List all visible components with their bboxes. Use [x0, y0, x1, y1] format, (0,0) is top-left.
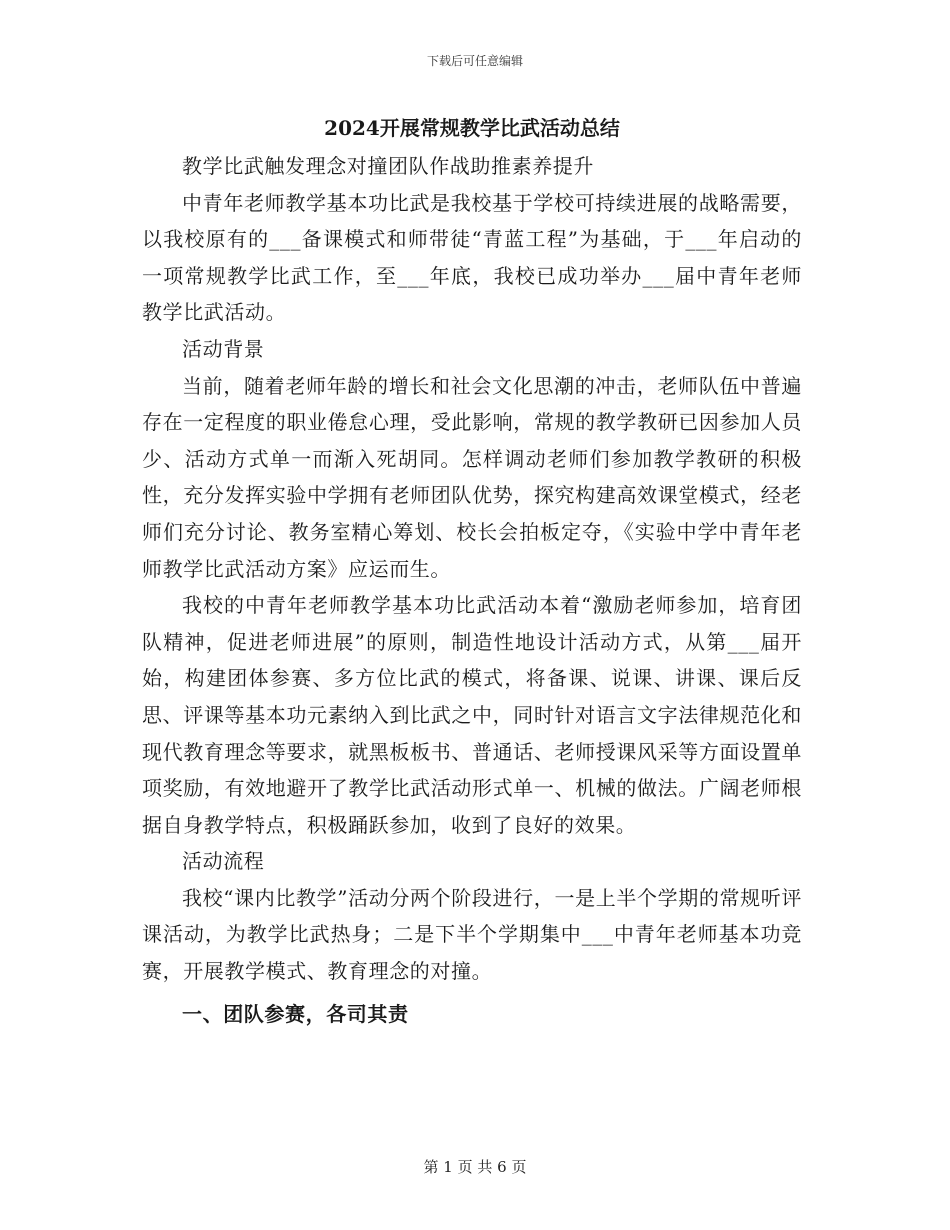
- intro-paragraph: 中青年老师教学基本功比武是我校基于学校可持续进展的战略需要，以我校原有的___备课模式和师带徒“青蓝工程”为基础，于___年启动的一项常规教学比武工作，至___年底，我校已成功举办___届中青年老师教学比武活动。: [142, 190, 802, 325]
- document-title: 2024开展常规教学比武活动总结: [324, 116, 620, 140]
- background-heading: 活动背景: [182, 336, 265, 361]
- page-number-footer: 第 1 页 共 6 页: [423, 1158, 527, 1176]
- background-paragraph: 当前，随着老师年龄的增长和社会文化思潮的冲击，老师队伍中普遍存在一定程度的职业倦怠心理，受此影响，常规的教学教研已因参加人员少、活动方式单一而渐入死胡同。怎样调动老师们参加教学教研的积极性，充分发挥实验中学拥有老师团队优势，探究构建高效课堂模式，经老师们充分讨论、教务室精心筹划、校长会拍板定夺，《实验中学中青年老师教学比武活动方案》应运而生。: [142, 373, 802, 581]
- process-paragraph: 我校“课内比教学”活动分两个阶段进行，一是上半个学期的常规听评课活动，为教学比武热身；二是下半个学期集中___中青年老师基本功竞赛，开展教学模式、教育理念的对撞。: [142, 885, 802, 984]
- section-one-heading: 一、团队参赛，各司其责: [182, 1001, 409, 1026]
- page-header-note: 下载后可任意编辑: [426, 54, 523, 68]
- principle-paragraph: 我校的中青年老师教学基本功比武活动本着“激励老师参加，培育团队精神，促进老师进展”的原则，制造性地设计活动方式，从第___届开始，构建团体参赛、多方位比武的模式，将备课、说课、讲课、课后反思、评课等基本功元素纳入到比武之中，同时针对语言文字法律规范化和现代教育理念等要求，就黑板板书、普通话、老师授课风采等方面设置单项奖励，有效地避开了教学比武活动形式单一、机械的做法。广阔老师根据自身教学特点，积极踊跃参加，收到了良好的效果。: [142, 593, 802, 837]
- document-subtitle: 教学比武触发理念对撞团队作战助推素养提升: [182, 154, 594, 178]
- process-heading: 活动流程: [182, 849, 265, 874]
- document-body: [142, 110, 802, 1034]
